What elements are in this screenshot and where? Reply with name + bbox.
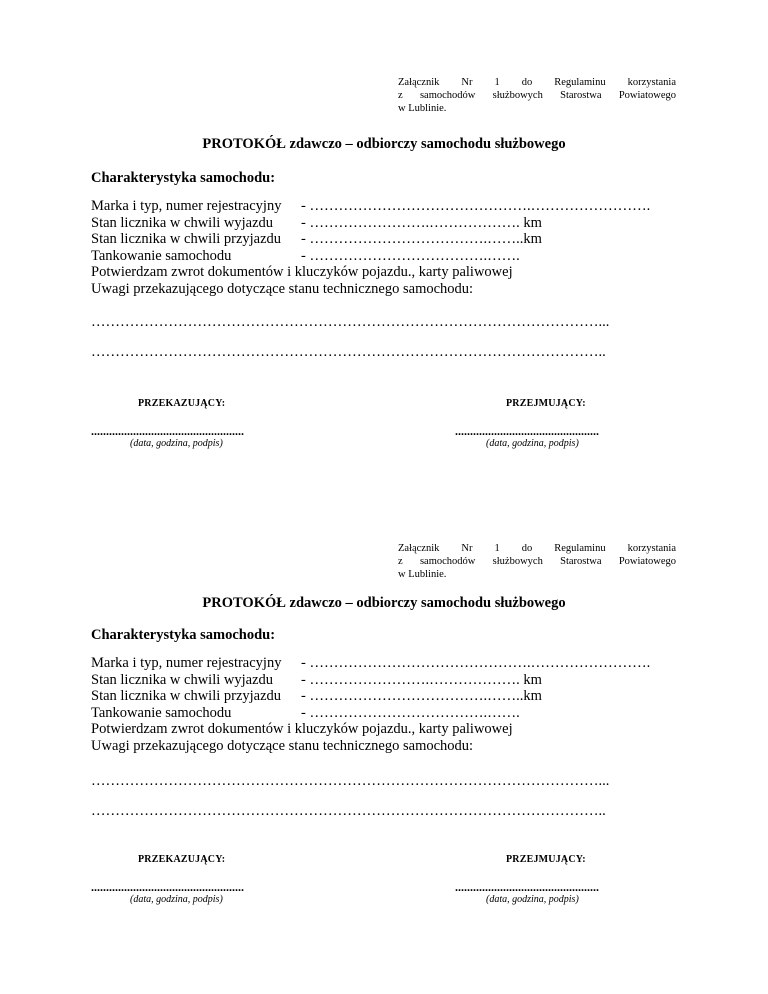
remarks-line: Uwagi przekazującego dotyczące stanu technicznego samochodu: [91, 737, 474, 754]
field-fill-line: - ……………………………….……..km [301, 688, 542, 704]
signature-caption-receiver: (data, godzina, podpis) [486, 894, 579, 905]
field-odometer-arrival[interactable] [91, 688, 691, 705]
annex-line-1: Załącznik Nr 1 do Regulaminu korzystania [398, 543, 676, 554]
field-label: Stan licznika w chwili wyjazdu [91, 671, 274, 688]
field-refuel[interactable] [91, 705, 691, 722]
signature-caption-receiver: (data, godzina, podpis) [486, 438, 579, 449]
remarks-dot-line-1[interactable]: ……………………………………………………………………………………………... [91, 773, 610, 789]
remarks-dot-line-2[interactable]: …………………………………………………………………………………………….. [91, 803, 606, 819]
signature-label-receiver: PRZEJMUJĄCY: [506, 854, 586, 865]
signature-caption-handover: (data, godzina, podpis) [130, 894, 223, 905]
field-fill-line: - ……………………………….……. [301, 704, 520, 721]
field-odometer-departure[interactable] [91, 215, 691, 232]
field-label: Marka i typ, numer rejestracyjny [91, 655, 282, 671]
annex-note [398, 76, 676, 115]
field-fill-line: - …………………….………………. km [301, 214, 542, 231]
field-label: Marka i typ, numer rejestracyjny [91, 198, 282, 214]
signature-line-receiver[interactable]: ................................................ [455, 880, 599, 894]
signature-line-handover[interactable]: ................................................... [91, 880, 244, 894]
protocol-title: PROTOKÓŁ zdawczo – odbiorczy samochodu służbowego [202, 595, 566, 611]
field-fill-line: - ……………………………….……. [301, 247, 520, 264]
protocol-title: PROTOKÓŁ zdawczo – odbiorczy samochodu służbowego [202, 136, 566, 152]
annex-line-2: z samochodów służbowych Starostwa Powiatowego [398, 90, 676, 101]
field-make-model[interactable] [91, 198, 691, 215]
field-fill-line: - ……………………………….……..km [301, 231, 542, 247]
confirm-line: Potwierdzam zwrot dokumentów i kluczyków pojazdu., karty paliwowej [91, 721, 513, 737]
field-list [91, 655, 691, 754]
remarks-dot-line-2[interactable]: …………………………………………………………………………………………….. [91, 344, 606, 360]
signature-label-handover: PRZEKAZUJĄCY: [138, 398, 226, 409]
remarks-line: Uwagi przekazującego dotyczące stanu technicznego samochodu: [91, 280, 474, 297]
field-fill-line: - ……………………………………….……………………. [301, 655, 651, 671]
field-label: Stan licznika w chwili przyjazdu [91, 231, 282, 247]
signature-line-handover[interactable]: ................................................... [91, 424, 244, 438]
field-fill-line: - …………………….………………. km [301, 671, 542, 688]
field-odometer-departure[interactable] [91, 672, 691, 689]
field-odometer-arrival[interactable] [91, 231, 691, 248]
confirm-line: Potwierdzam zwrot dokumentów i kluczyków pojazdu., karty paliwowej [91, 264, 513, 280]
signature-label-receiver: PRZEJMUJĄCY: [506, 398, 586, 409]
signature-line-receiver[interactable]: ................................................ [455, 424, 599, 438]
field-label: Stan licznika w chwili przyjazdu [91, 688, 282, 704]
annex-line-2: z samochodów służbowych Starostwa Powiatowego [398, 556, 676, 567]
annex-line-3: w Lublinie. [398, 103, 447, 114]
field-fill-line: - ……………………………………….……………………. [301, 198, 651, 214]
field-label: Stan licznika w chwili wyjazdu [91, 214, 274, 231]
section-heading: Charakterystyka samochodu: [91, 627, 276, 643]
field-label: Tankowanie samochodu [91, 704, 232, 721]
field-label: Tankowanie samochodu [91, 247, 232, 264]
remarks-dot-line-1[interactable]: ……………………………………………………………………………………………... [91, 314, 610, 330]
signature-caption-handover: (data, godzina, podpis) [130, 438, 223, 449]
field-list [91, 198, 691, 297]
section-heading: Charakterystyka samochodu: [91, 170, 276, 186]
field-refuel[interactable] [91, 248, 691, 265]
signature-label-handover: PRZEKAZUJĄCY: [138, 854, 226, 865]
annex-line-1: Załącznik Nr 1 do Regulaminu korzystania [398, 77, 676, 88]
field-make-model[interactable] [91, 655, 691, 672]
annex-line-3: w Lublinie. [398, 569, 447, 580]
annex-note [398, 542, 676, 581]
